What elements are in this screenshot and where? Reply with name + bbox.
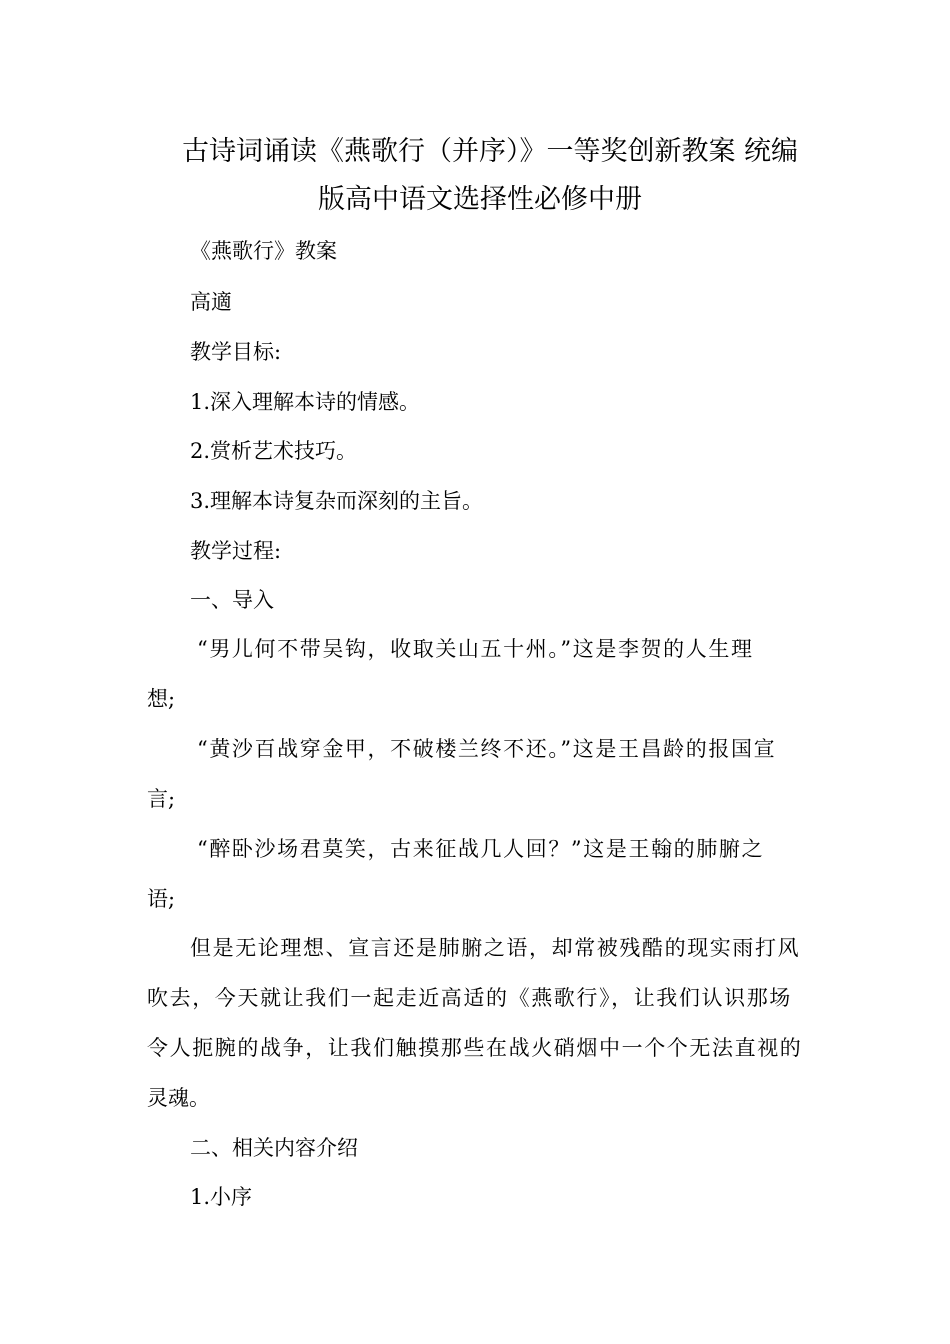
quote-3-line-1: “醉卧沙场君莫笑，古来征战几人回？”这是王翰的肺腑之 — [197, 837, 765, 861]
document-title-line-1: 古诗词诵读《燕歌行（并序）》一等奖创新教案 统编 — [181, 136, 799, 167]
quote-2-line-2: 言; — [147, 787, 176, 811]
quote-1-line-1: “男儿何不带吴钩，收取关山五十州。”这是李贺的人生理 — [197, 637, 754, 661]
poem-author: 高適 — [190, 290, 232, 314]
section-2-heading: 二、相关内容介绍 — [190, 1136, 358, 1160]
paragraph-line-2: 吹去，今天就让我们一起走近高适的《燕歌行》，让我们认识那场 — [147, 986, 792, 1010]
goal-item-2: 2.赏析艺术技巧。 — [190, 439, 358, 463]
process-heading: 教学过程: — [190, 539, 282, 563]
document-title-line-2: 版高中语文选择性必修中册 — [318, 184, 642, 215]
section-1-heading: 一、导入 — [190, 588, 274, 612]
subsection-1-heading: 1.小序 — [190, 1185, 253, 1209]
goal-item-1: 1.深入理解本诗的情感。 — [190, 390, 421, 414]
paragraph-line-3: 令人扼腕的战争，让我们触摸那些在战火硝烟中一个个无法直视的 — [147, 1036, 803, 1060]
quote-1-line-2: 想; — [147, 687, 176, 711]
paragraph-line-1: 但是无论理想、宣言还是肺腑之语，却常被残酷的现实雨打风 — [190, 936, 801, 960]
lesson-subtitle: 《燕歌行》教案 — [190, 239, 337, 263]
paragraph-line-4: 灵魂。 — [147, 1086, 210, 1110]
quote-3-line-2: 语; — [147, 887, 176, 911]
goal-item-3: 3.理解本诗复杂而深刻的主旨。 — [190, 489, 484, 513]
goals-heading: 教学目标: — [190, 340, 282, 364]
quote-2-line-1: “黄沙百战穿金甲，不破楼兰终不还。”这是王昌龄的报国宣 — [197, 737, 777, 761]
